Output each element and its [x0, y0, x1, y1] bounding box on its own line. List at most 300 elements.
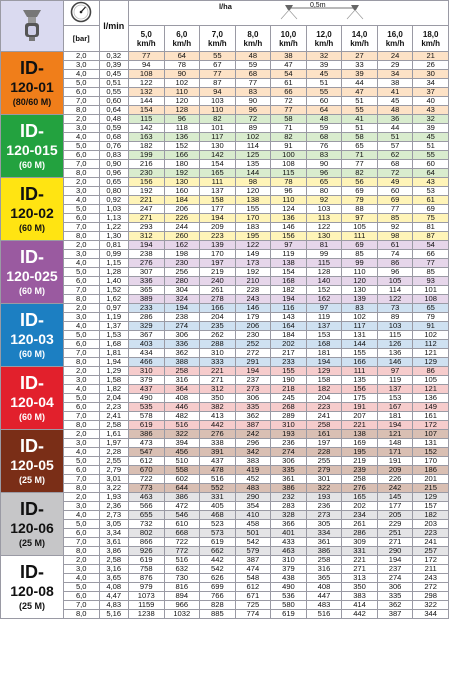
rate-cell: 236 — [271, 439, 307, 448]
table-row — [1, 313, 449, 322]
rate-cell: 670 — [128, 466, 164, 475]
rate-cell: 108 — [128, 70, 164, 79]
rate-cell: 433 — [271, 538, 307, 547]
rate-cell: 113 — [306, 214, 342, 223]
rate-cell: 306 — [271, 457, 307, 466]
rate-cell: 1238 — [128, 610, 164, 619]
rate-cell: 138 — [271, 259, 307, 268]
rate-cell: 131 — [342, 331, 378, 340]
rate-cell: 110 — [342, 268, 378, 277]
pressure-cell: 8,0 — [63, 610, 99, 619]
rate-cell: 38 — [271, 52, 307, 61]
rate-cell: 306 — [164, 331, 200, 340]
rate-cell: 54 — [271, 70, 307, 79]
rate-cell: 237 — [377, 565, 413, 574]
table-row — [1, 160, 449, 169]
rate-cell: 191 — [342, 403, 378, 412]
flow-cell: 0,92 — [99, 196, 128, 205]
rate-cell: 244 — [164, 223, 200, 232]
rate-cell: 1159 — [128, 601, 164, 610]
rate-cell: 71 — [271, 124, 307, 133]
rate-cell: 157 — [413, 502, 449, 511]
rate-cell: 386 — [128, 430, 164, 439]
rate-cell: 386 — [164, 493, 200, 502]
rate-cell: 148 — [377, 439, 413, 448]
rate-cell: 115 — [271, 169, 307, 178]
rate-cell: 221 — [342, 421, 378, 430]
rate-cell: 138 — [235, 196, 271, 205]
rate-cell: 310 — [128, 367, 164, 376]
rate-cell: 361 — [306, 538, 342, 547]
rate-cell: 278 — [200, 295, 236, 304]
rate-cell: 876 — [128, 574, 164, 583]
rate-cell: 110 — [164, 88, 200, 97]
rate-cell: 228 — [235, 286, 271, 295]
pressure-cell: 2,0 — [63, 178, 99, 187]
rate-cell: 338 — [200, 439, 236, 448]
rate-cell: 99 — [342, 259, 378, 268]
table-row — [1, 457, 449, 466]
table-row — [1, 475, 449, 484]
rate-cell: 61 — [271, 79, 307, 88]
rate-cell: 262 — [200, 331, 236, 340]
pressure-cell: 8,0 — [63, 232, 99, 241]
rate-cell: 75 — [413, 214, 449, 223]
flow-cell: 2,73 — [99, 511, 128, 520]
rate-cell: 386 — [271, 484, 307, 493]
rate-cell: 65 — [342, 142, 378, 151]
rate-cell: 156 — [271, 232, 307, 241]
flow-cell: 3,86 — [99, 547, 128, 556]
rate-cell: 233 — [128, 304, 164, 313]
pressure-cell: 3,0 — [63, 376, 99, 385]
rate-cell: 58 — [271, 115, 307, 124]
rate-cell: 154 — [271, 268, 307, 277]
rate-cell: 41 — [342, 115, 378, 124]
rate-cell: 229 — [377, 520, 413, 529]
flow-cell: 1,37 — [99, 322, 128, 331]
rate-cell: 67 — [200, 61, 236, 70]
nozzle-label-line3: (60 M) — [18, 286, 45, 297]
rate-cell: 204 — [306, 394, 342, 403]
rate-cell: 361 — [271, 475, 307, 484]
rate-cell: 463 — [271, 547, 307, 556]
rate-cell: 66 — [413, 250, 449, 259]
pressure-cell: 3,0 — [63, 313, 99, 322]
pressure-cell: 8,0 — [63, 421, 99, 430]
rate-cell: 668 — [164, 529, 200, 538]
table-row — [1, 295, 449, 304]
rate-cell: 24 — [377, 52, 413, 61]
rate-cell: 37 — [413, 88, 449, 97]
rate-cell: 33 — [342, 61, 378, 70]
rate-cell: 74 — [377, 250, 413, 259]
rate-cell: 87 — [413, 232, 449, 241]
rate-cell: 191 — [377, 457, 413, 466]
table-row — [1, 205, 449, 214]
pressure-cell: 7,0 — [63, 601, 99, 610]
pressure-cell: 7,0 — [63, 223, 99, 232]
table-row — [1, 484, 449, 493]
rate-cell: 121 — [413, 349, 449, 358]
rate-cell: 114 — [377, 286, 413, 295]
nozzle-label — [1, 178, 64, 241]
rate-cell: 144 — [235, 169, 271, 178]
rate-cell: 219 — [200, 268, 236, 277]
rate-cell: 271 — [128, 214, 164, 223]
table-row — [1, 178, 449, 187]
rate-cell: 182 — [128, 142, 164, 151]
pressure-cell: 6,0 — [63, 592, 99, 601]
rate-cell: 27 — [342, 52, 378, 61]
nozzle-label-line3: (80/60 M) — [12, 97, 52, 108]
table-row — [1, 430, 449, 439]
rate-cell: 77 — [377, 205, 413, 214]
flow-cell: 0,65 — [99, 178, 128, 187]
rate-cell: 34 — [377, 70, 413, 79]
rate-cell: 165 — [200, 169, 236, 178]
rate-cell: 195 — [342, 448, 378, 457]
rate-cell: 894 — [164, 592, 200, 601]
flow-cell: 2,58 — [99, 556, 128, 565]
rate-cell: 365 — [128, 286, 164, 295]
rate-cell: 364 — [164, 385, 200, 394]
flow-cell: 3,34 — [99, 529, 128, 538]
rate-cell: 170 — [413, 457, 449, 466]
rate-cell: 88 — [342, 205, 378, 214]
rate-cell: 252 — [235, 340, 271, 349]
table-row — [1, 520, 449, 529]
flow-cell: 0,76 — [99, 142, 128, 151]
rate-cell: 97 — [306, 304, 342, 313]
rate-cell: 379 — [128, 376, 164, 385]
rate-cell: 190 — [271, 376, 307, 385]
rate-cell: 57 — [377, 142, 413, 151]
pressure-gauge-icon — [70, 1, 92, 23]
rate-cell: 68 — [235, 70, 271, 79]
pressure-cell: 6,0 — [63, 151, 99, 160]
rate-cell: 49 — [377, 178, 413, 187]
rate-cell: 81 — [413, 223, 449, 232]
rate-cell: 110 — [200, 106, 236, 115]
rate-cell: 466 — [128, 358, 164, 367]
rate-cell: 230 — [164, 259, 200, 268]
rate-cell: 578 — [128, 412, 164, 421]
rate-cell: 97 — [377, 367, 413, 376]
table-body — [1, 52, 449, 619]
rate-cell: 161 — [413, 412, 449, 421]
rate-cell: 283 — [271, 502, 307, 511]
flow-cell: 0,32 — [99, 52, 128, 61]
rate-cell: 103 — [377, 322, 413, 331]
rate-cell: 387 — [235, 421, 271, 430]
rate-header — [128, 1, 448, 26]
table-row — [1, 214, 449, 223]
rate-cell: 446 — [164, 403, 200, 412]
rate-cell: 223 — [200, 232, 236, 241]
rate-cell: 55 — [200, 52, 236, 61]
rate-cell: 130 — [306, 232, 342, 241]
rate-cell: 41 — [377, 88, 413, 97]
rate-cell: 155 — [342, 349, 378, 358]
flow-cell: 0,80 — [99, 187, 128, 196]
rate-cell: 124 — [271, 205, 307, 214]
rate-cell: 55 — [306, 88, 342, 97]
rate-cell: 458 — [235, 520, 271, 529]
rate-cell: 301 — [306, 475, 342, 484]
rate-cell: 47 — [342, 88, 378, 97]
rate-cell: 44 — [377, 124, 413, 133]
rate-cell: 102 — [342, 313, 378, 322]
rate-cell: 94 — [128, 61, 164, 70]
rate-cell: 83 — [235, 88, 271, 97]
rate-cell: 1073 — [128, 592, 164, 601]
rate-cell: 48 — [306, 115, 342, 124]
flow-cell: 1,52 — [99, 286, 128, 295]
pressure-cell: 4,0 — [63, 196, 99, 205]
rate-cell: 336 — [164, 340, 200, 349]
rate-cell: 452 — [235, 475, 271, 484]
rate-cell: 382 — [200, 403, 236, 412]
rate-cell: 61 — [413, 196, 449, 205]
rate-cell: 155 — [271, 367, 307, 376]
flow-cell: 0,99 — [99, 250, 128, 259]
rate-cell: 43 — [413, 106, 449, 115]
rate-cell: 268 — [271, 403, 307, 412]
rate-cell: 442 — [342, 610, 378, 619]
rate-cell: 79 — [342, 196, 378, 205]
rate-cell: 816 — [164, 583, 200, 592]
rate-cell: 394 — [164, 439, 200, 448]
pressure-cell: 3,0 — [63, 187, 99, 196]
rate-cell: 644 — [164, 484, 200, 493]
rate-cell: 257 — [413, 547, 449, 556]
rate-cell: 473 — [128, 439, 164, 448]
pressure-cell: 5,0 — [63, 268, 99, 277]
rate-cell: 632 — [164, 565, 200, 574]
rate-cell: 162 — [306, 295, 342, 304]
rate-cell: 274 — [164, 322, 200, 331]
rate-cell: 64 — [164, 52, 200, 61]
flow-unit-header: l/min — [99, 1, 128, 52]
flow-cell: 1,30 — [99, 232, 128, 241]
rate-cell: 322 — [164, 430, 200, 439]
flow-cell: 0,83 — [99, 151, 128, 160]
rate-cell: 167 — [377, 403, 413, 412]
rate-cell: 82 — [200, 115, 236, 124]
rate-cell: 276 — [128, 259, 164, 268]
pressure-cell: 5,0 — [63, 457, 99, 466]
flow-cell: 0,59 — [99, 124, 128, 133]
rate-cell: 136 — [164, 133, 200, 142]
rate-cell: 85 — [413, 268, 449, 277]
rate-cell: 619 — [128, 421, 164, 430]
rate-cell: 232 — [271, 493, 307, 502]
rate-cell: 152 — [413, 448, 449, 457]
rate-cell: 274 — [271, 448, 307, 457]
rate-cell: 401 — [271, 529, 307, 538]
rate-cell: 328 — [271, 511, 307, 520]
speed-header: 14,0 km/h — [342, 26, 378, 52]
rate-cell: 170 — [200, 250, 236, 259]
rate-cell: 102 — [235, 133, 271, 142]
rate-cell: 335 — [235, 403, 271, 412]
rate-cell: 87 — [200, 79, 236, 88]
rate-cell: 566 — [128, 502, 164, 511]
nozzle-label — [1, 556, 64, 619]
rate-cell: 96 — [377, 268, 413, 277]
rate-cell: 69 — [342, 187, 378, 196]
rate-cell: 168 — [306, 340, 342, 349]
rate-cell: 86 — [413, 367, 449, 376]
rate-cell: 145 — [377, 493, 413, 502]
rate-cell: 437 — [128, 385, 164, 394]
rate-cell: 226 — [164, 214, 200, 223]
rate-cell: 175 — [342, 394, 378, 403]
rate-cell: 119 — [377, 376, 413, 385]
nozzle-label-line3: (60 M) — [18, 223, 45, 234]
table-row — [1, 394, 449, 403]
flow-cell: 1,28 — [99, 268, 128, 277]
rate-cell: 90 — [164, 70, 200, 79]
rate-cell: 128 — [164, 106, 200, 115]
rate-cell: 90 — [235, 97, 271, 106]
rate-cell: 99 — [306, 250, 342, 259]
rate-cell: 383 — [342, 592, 378, 601]
rate-cell: 111 — [342, 232, 378, 241]
rate-cell: 193 — [306, 493, 342, 502]
flow-cell: 5,16 — [99, 610, 128, 619]
flow-cell: 1,62 — [99, 295, 128, 304]
table-row — [1, 142, 449, 151]
table-row — [1, 187, 449, 196]
flow-cell: 0,68 — [99, 133, 128, 142]
rate-cell: 154 — [128, 106, 164, 115]
rate-cell: 201 — [413, 475, 449, 484]
speed-header: 7,0 km/h — [200, 26, 236, 52]
nozzle-label-line2: 120-08 — [10, 583, 54, 600]
table-row — [1, 439, 449, 448]
rate-cell: 173 — [235, 259, 271, 268]
flow-cell: 1,13 — [99, 214, 128, 223]
rate-cell: 138 — [342, 430, 378, 439]
rate-cell: 96 — [306, 169, 342, 178]
table-row — [1, 331, 449, 340]
rate-cell: 77 — [200, 70, 236, 79]
rate-cell: 83 — [342, 304, 378, 313]
rate-cell: 166 — [200, 304, 236, 313]
rate-cell: 316 — [306, 565, 342, 574]
flow-cell: 0,48 — [99, 115, 128, 124]
table-row — [1, 592, 449, 601]
rate-cell: 149 — [235, 250, 271, 259]
rate-cell: 483 — [235, 484, 271, 493]
table-row — [1, 79, 449, 88]
rate-cell: 105 — [342, 223, 378, 232]
pressure-cell: 5,0 — [63, 520, 99, 529]
rate-cell: 51 — [306, 79, 342, 88]
table-row — [1, 70, 449, 79]
rate-cell: 129 — [413, 358, 449, 367]
rate-cell: 307 — [128, 268, 164, 277]
rate-cell: 186 — [413, 466, 449, 475]
rate-cell: 135 — [235, 160, 271, 169]
rate-cell: 139 — [200, 241, 236, 250]
rate-cell: 156 — [128, 178, 164, 187]
rate-cell: 730 — [164, 574, 200, 583]
flow-cell: 3,16 — [99, 565, 128, 574]
flow-cell: 3,05 — [99, 520, 128, 529]
rate-cell: 926 — [128, 547, 164, 556]
rate-cell: 247 — [128, 205, 164, 214]
rate-cell: 243 — [413, 574, 449, 583]
nozzle-label-line3: (60 M) — [18, 349, 45, 360]
table-row — [1, 169, 449, 178]
rate-cell: 230 — [235, 331, 271, 340]
rate-cell: 92 — [377, 223, 413, 232]
rate-cell: 197 — [200, 259, 236, 268]
nozzle-label-line1: ID- — [19, 58, 44, 79]
rate-cell: 68 — [377, 160, 413, 169]
rate-cell: 149 — [413, 403, 449, 412]
pressure-cell: 2,0 — [63, 556, 99, 565]
rate-cell: 142 — [128, 124, 164, 133]
rate-cell: 182 — [306, 385, 342, 394]
rate-cell: 468 — [200, 511, 236, 520]
rate-cell: 602 — [164, 475, 200, 484]
rate-cell: 391 — [200, 448, 236, 457]
rate-cell: 101 — [200, 124, 236, 133]
rate-cell: 211 — [413, 565, 449, 574]
rate-cell: 304 — [164, 286, 200, 295]
rate-cell: 552 — [200, 484, 236, 493]
table-row — [1, 259, 449, 268]
table-row — [1, 565, 449, 574]
rate-cell: 206 — [235, 322, 271, 331]
rate-cell: 102 — [413, 331, 449, 340]
rate-cell: 523 — [200, 520, 236, 529]
table-row — [1, 286, 449, 295]
rate-cell: 194 — [235, 367, 271, 376]
rate-cell: 122 — [235, 241, 271, 250]
flow-cell: 1,58 — [99, 376, 128, 385]
table-row — [1, 376, 449, 385]
rate-cell: 45 — [377, 97, 413, 106]
table-row — [1, 115, 449, 124]
rate-cell: 192 — [164, 169, 200, 178]
pressure-cell: 2,0 — [63, 115, 99, 124]
pressure-cell: 7,0 — [63, 286, 99, 295]
rate-cell: 55 — [413, 151, 449, 160]
rate-cell: 51 — [377, 133, 413, 142]
table-row — [1, 367, 449, 376]
table-row — [1, 412, 449, 421]
nozzle-label — [1, 367, 64, 430]
rate-cell: 293 — [128, 223, 164, 232]
pressure-cell: 5,0 — [63, 79, 99, 88]
rate-cell: 64 — [306, 106, 342, 115]
table-row — [1, 124, 449, 133]
flow-cell: 3,22 — [99, 484, 128, 493]
flow-cell: 2,36 — [99, 502, 128, 511]
flow-cell: 1,19 — [99, 313, 128, 322]
rate-cell: 510 — [164, 457, 200, 466]
rate-cell: 39 — [342, 70, 378, 79]
nozzle-label-line1: ID- — [19, 562, 44, 583]
rate-cell: 271 — [342, 565, 378, 574]
rate-cell: 66 — [271, 88, 307, 97]
nozzle-label-line3: (60 M) — [18, 160, 45, 171]
